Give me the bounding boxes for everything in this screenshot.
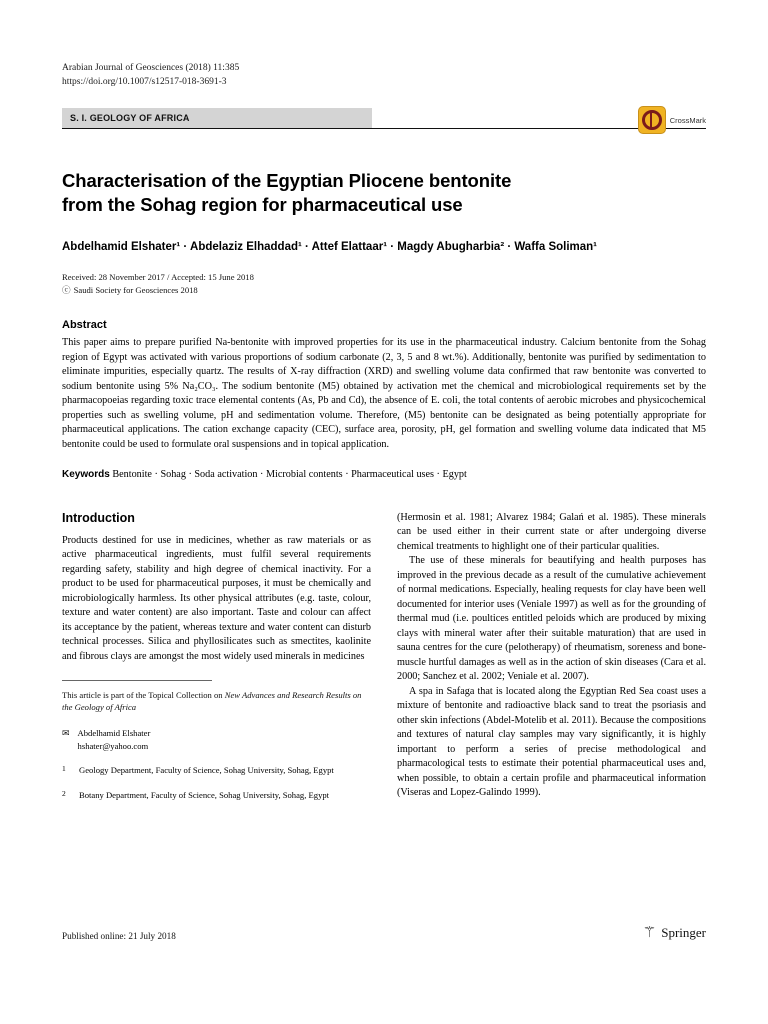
title-line-2: from the Sohag region for pharmaceutical use bbox=[62, 193, 463, 215]
affiliation-1-marker: 1 bbox=[62, 764, 66, 774]
copyright-icon: ⓒ bbox=[62, 285, 71, 296]
copyright-holder: Saudi Society for Geosciences 2018 bbox=[73, 285, 198, 296]
keywords-text: Bentonite · Sohag · Soda activation · Microbial contents · Pharmaceutical uses · Egypt bbox=[112, 469, 467, 481]
keywords-block bbox=[62, 468, 706, 483]
paper-content bbox=[62, 62, 706, 801]
affiliation-1 bbox=[62, 764, 371, 776]
title-line-1: Characterisation of the Egyptian Pliocene bentonite bbox=[62, 169, 512, 191]
publisher-name: Springer bbox=[661, 925, 706, 940]
intro-paragraph-3: The use of these minerals for beautifying and health purposes has improved in the previous decade as a result of the cumulative achievement of normal medications. Especially, healing requests for clay have been well documented for interior uses (Veniale 1997) as well as for the grounding of thermal mud (i.e. poultices entitled peloids which are produced by mixing clays with mineral water after their suitable maturation) that are used in sauna centres for the cure (pelotherapy) of rheumatism, soreness and bone-muscle hurtful damages as well as in the action of skin diseases (Cara et al. 2000; Sanchez et al. 2002; Veniale et al. 2007). bbox=[397, 555, 706, 683]
affiliation-2 bbox=[62, 789, 371, 801]
journal-name-volume: Arabian Journal of Geosciences (2018) 11:385 bbox=[62, 63, 240, 73]
journal-reference bbox=[62, 62, 706, 90]
springer-icon: ⚚ bbox=[642, 924, 657, 941]
crossmark-icon bbox=[638, 106, 666, 134]
corresponding-author-email[interactable]: hshater@yahoo.com bbox=[77, 740, 149, 751]
abstract-text: This paper aims to prepare purified Na-bentonite with improved properties for its use in the pharmaceutical industry. Calcium bentonite from the Sohag region of Egypt was activated with various proportions of sodium carbonate (2, 3, 5 and 8 wt.%). Additionally, bentonite was purified by sedimentation to eliminate impurities, especially quartz. The results of X-ray diffraction (XRD) and swelling volume data confirmed that raw bentonite was converted to sodium bentonite using 5% Na₂CO₃. The sodium bentonite (M5) obtained by activation met the chemical and microbiological requirements set by the pharmacopoeias regarding toxic trace elemental contents (As, Pb and Cd), the absence of E. coli, the total contents of aerobic microbes and physicochemical properties such as swelling volume, pH and sedimentation volume. Therefore, (M5) bentonite can be designated as being potentially appropriate for pharmaceutical applications. The cation exchange capacity (CEC), surface area, porosity, pH, gel formation and swelling volume data indicated that M5 bentonite could be used to formulate oral suspensions and in topical application. bbox=[62, 337, 706, 450]
abstract-heading: Abstract bbox=[62, 319, 107, 332]
publisher-logo bbox=[643, 925, 706, 941]
intro-paragraph-2: (Hermosin et al. 1981; Alvarez 1984; Galań et al. 1985). These minerals can be used either in their current state or after undergoing diverse chemical treatments to highlight one of their particular qualities. bbox=[397, 511, 706, 552]
topical-collection-text: This article is part of the Topical Collection on bbox=[62, 690, 225, 701]
right-column bbox=[397, 511, 706, 801]
affiliation-2-marker: 2 bbox=[62, 788, 66, 798]
keywords-label: Keywords bbox=[62, 469, 110, 481]
envelope-icon: ✉ bbox=[62, 728, 70, 739]
topical-collection-title: New Advances and Research Results on the Geology of Africa bbox=[62, 690, 362, 713]
intro-paragraph-4: A spa in Safaga that is located along the Egyptian Red Sea coast uses a mixture of bentonite and radioactive black sand to treat the psoriasis and other skin infections (Abdel-Motelib et al. 2011). Because the compositions and textures of natural clay samples may vary significantly, it is highly important to perform a series of precise methodological and pharmacological tests to estimate their potential pharmaceutical uses and, when possible, to obtain a certain profile and pharmaceutical information (Viseras and Lopez-Galindo 1999). bbox=[397, 685, 706, 799]
received-accepted-line: Received: 28 November 2017 / Accepted: 15 June 2018 bbox=[62, 272, 254, 283]
intro-paragraph-1: Products destined for use in medicines, whether as raw materials or as active pharmaceutical ingredients, must fulfil several requirements regarding safety, stability and high degree of chemical inactivity. For a product to be used for pharmaceutical purposes, it must be chemically and microbiologically harmless. Its other physical attributes (e.g. taste, colour, texture and water content) are also important. Taste and colour can affect its acceptance by the patient, whereas texture and water content can disturb technical processes. Silica and phyllosilicates such as smectites, kaolinite and fibrous clays are amongst the most widely used minerals in medicines bbox=[62, 534, 371, 662]
topical-collection-note bbox=[62, 689, 371, 713]
body-columns bbox=[62, 511, 706, 801]
author-list: Abdelhamid Elshater¹ · Abdelaziz Elhaddad¹ · Attef Elattaar¹ · Magdy Abugharbia² · Waffa Soliman¹ bbox=[62, 241, 598, 254]
page-title bbox=[62, 169, 706, 218]
crossmark-badge[interactable] bbox=[638, 106, 706, 134]
left-column bbox=[62, 511, 371, 801]
footnote-divider bbox=[62, 680, 212, 681]
affiliation-1-text: Geology Department, Faculty of Science, Sohag University, Sohag, Egypt bbox=[79, 765, 334, 776]
corresponding-author-name: Abdelhamid Elshater bbox=[77, 728, 151, 739]
introduction-heading: Introduction bbox=[62, 510, 135, 525]
publication-dates bbox=[62, 271, 706, 297]
published-online: Published online: 21 July 2018 bbox=[62, 931, 176, 941]
page-footer bbox=[62, 925, 706, 941]
header-rule bbox=[62, 128, 706, 129]
copyright-line bbox=[62, 284, 706, 297]
crossmark-label: CrossMark bbox=[669, 115, 706, 125]
affiliation-2-text: Botany Department, Faculty of Science, Sohag University, Sohag, Egypt bbox=[79, 789, 330, 800]
corresponding-author bbox=[62, 727, 371, 752]
special-issue-banner bbox=[62, 108, 372, 128]
special-issue-label: S. I. GEOLOGY OF AFRICA bbox=[70, 112, 190, 123]
journal-doi[interactable]: https://doi.org/10.1007/s12517-018-3691-3 bbox=[62, 76, 227, 87]
